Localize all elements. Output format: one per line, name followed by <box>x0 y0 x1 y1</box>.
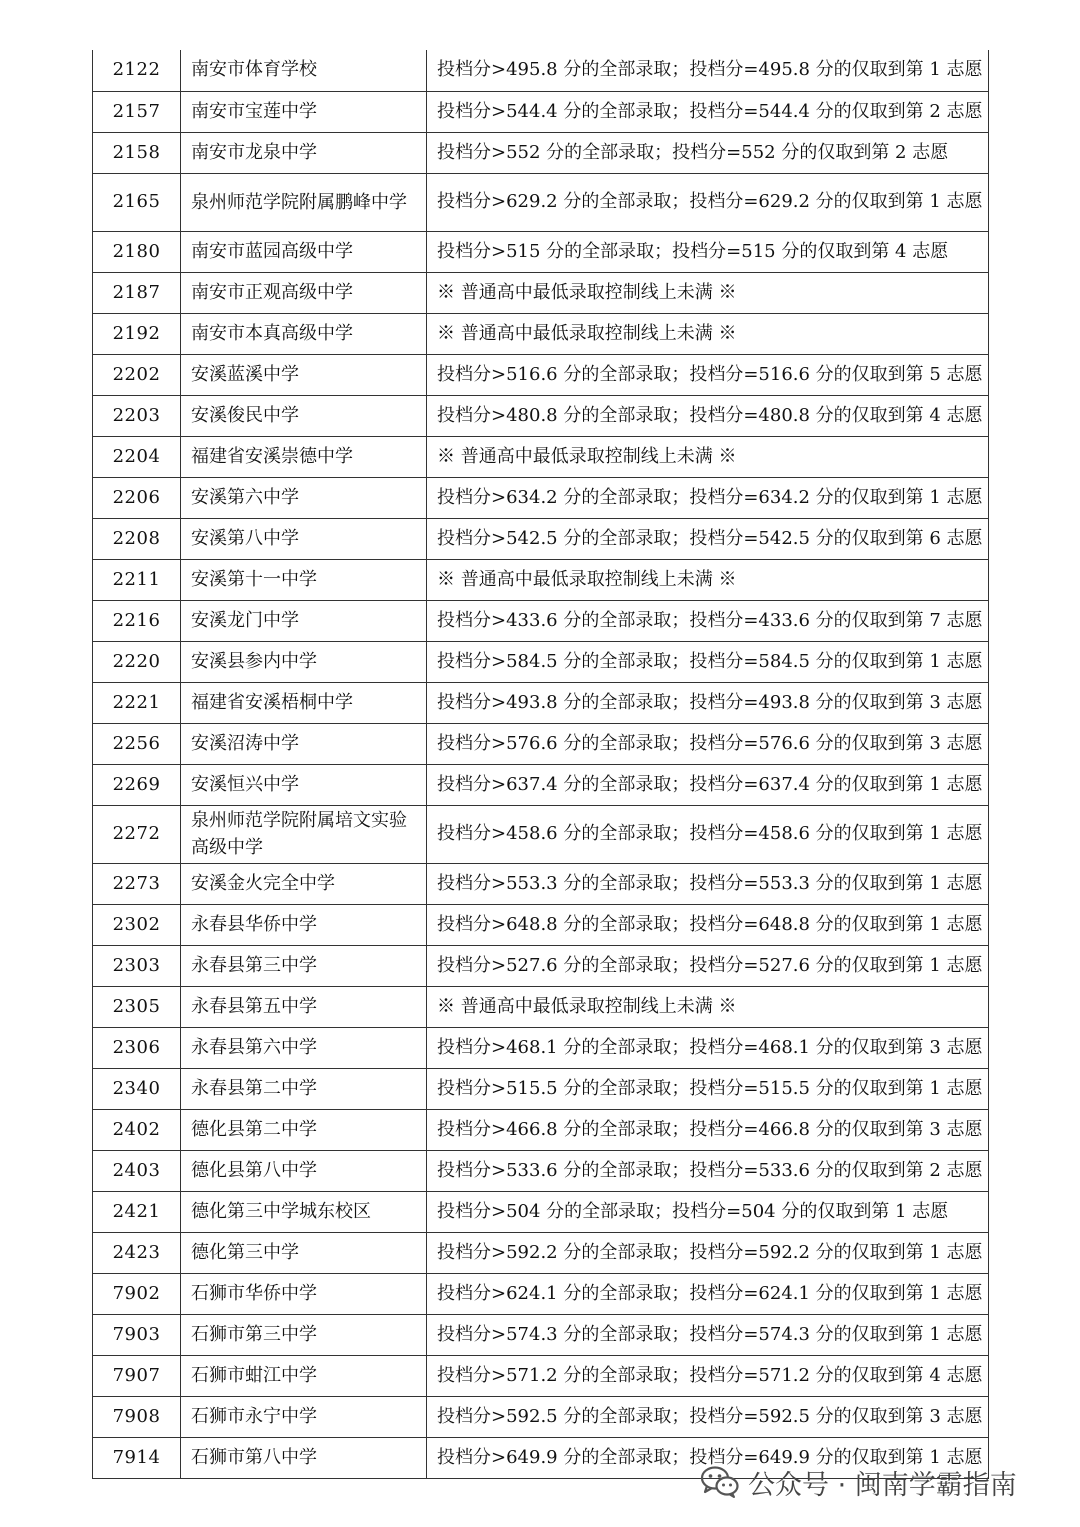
school-name: 南安市本真高级中学 <box>181 313 427 354</box>
school-code: 2208 <box>93 518 181 559</box>
school-code: 7902 <box>93 1273 181 1314</box>
table-row <box>93 91 989 132</box>
admission-rule: 投档分>515.5 分的全部录取；投档分=515.5 分的仅取到第 1 志愿 <box>427 1068 989 1109</box>
school-code: 2211 <box>93 559 181 600</box>
admission-rule: 投档分>629.2 分的全部录取；投档分=629.2 分的仅取到第 1 志愿 <box>427 173 989 231</box>
school-code: 2158 <box>93 132 181 173</box>
school-name: 德化第三中学城东校区 <box>181 1191 427 1232</box>
school-code: 2165 <box>93 173 181 231</box>
school-code: 2421 <box>93 1191 181 1232</box>
table-row <box>93 1109 989 1150</box>
admission-rule: ※ 普通高中最低录取控制线上未满 ※ <box>427 559 989 600</box>
table-row <box>93 723 989 764</box>
school-code: 2203 <box>93 395 181 436</box>
school-code: 2220 <box>93 641 181 682</box>
school-code: 2256 <box>93 723 181 764</box>
admission-rule: 投档分>433.6 分的全部录取；投档分=433.6 分的仅取到第 7 志愿 <box>427 600 989 641</box>
admission-rule: ※ 普通高中最低录取控制线上未满 ※ <box>427 986 989 1027</box>
school-name: 石狮市蚶江中学 <box>181 1355 427 1396</box>
table-row <box>93 764 989 805</box>
school-code: 2402 <box>93 1109 181 1150</box>
admission-rule: 投档分>458.6 分的全部录取；投档分=458.6 分的仅取到第 1 志愿 <box>427 805 989 863</box>
school-code: 2340 <box>93 1068 181 1109</box>
school-name: 南安市宝莲中学 <box>181 91 427 132</box>
school-code: 2272 <box>93 805 181 863</box>
school-code: 2302 <box>93 904 181 945</box>
table-row <box>93 600 989 641</box>
school-name: 安溪龙门中学 <box>181 600 427 641</box>
table-row <box>93 1396 989 1437</box>
admission-rule: 投档分>576.6 分的全部录取；投档分=576.6 分的仅取到第 3 志愿 <box>427 723 989 764</box>
admission-table <box>92 50 989 1479</box>
school-name: 南安市龙泉中学 <box>181 132 427 173</box>
admission-rule: 投档分>468.1 分的全部录取；投档分=468.1 分的仅取到第 3 志愿 <box>427 1027 989 1068</box>
school-code: 2180 <box>93 231 181 272</box>
admission-rule: 投档分>574.3 分的全部录取；投档分=574.3 分的仅取到第 1 志愿 <box>427 1314 989 1355</box>
school-code: 7903 <box>93 1314 181 1355</box>
admission-rule: 投档分>553.3 分的全部录取；投档分=553.3 分的仅取到第 1 志愿 <box>427 863 989 904</box>
school-name: 石狮市华侨中学 <box>181 1273 427 1314</box>
school-name: 永春县第五中学 <box>181 986 427 1027</box>
admission-rule: 投档分>624.1 分的全部录取；投档分=624.1 分的仅取到第 1 志愿 <box>427 1273 989 1314</box>
school-code: 2269 <box>93 764 181 805</box>
table-row <box>93 1150 989 1191</box>
school-name: 德化县第八中学 <box>181 1150 427 1191</box>
school-name: 德化县第二中学 <box>181 1109 427 1150</box>
school-name: 德化第三中学 <box>181 1232 427 1273</box>
table-row <box>93 50 989 91</box>
admission-rule: ※ 普通高中最低录取控制线上未满 ※ <box>427 436 989 477</box>
table-row <box>93 436 989 477</box>
table-row <box>93 1068 989 1109</box>
school-name: 安溪恒兴中学 <box>181 764 427 805</box>
table-row <box>93 395 989 436</box>
school-name: 安溪县参内中学 <box>181 641 427 682</box>
school-code: 2206 <box>93 477 181 518</box>
school-name: 泉州师范学院附属培文实验高级中学 <box>181 805 427 863</box>
table-row <box>93 559 989 600</box>
school-code: 2157 <box>93 91 181 132</box>
admission-rule: 投档分>480.8 分的全部录取；投档分=480.8 分的仅取到第 4 志愿 <box>427 395 989 436</box>
school-code: 7907 <box>93 1355 181 1396</box>
school-name: 石狮市第三中学 <box>181 1314 427 1355</box>
table-row <box>93 945 989 986</box>
admission-rule: 投档分>516.6 分的全部录取；投档分=516.6 分的仅取到第 5 志愿 <box>427 354 989 395</box>
school-name: 南安市蓝园高级中学 <box>181 231 427 272</box>
watermark-text: 公众号 · 闽南学霸指南 <box>748 1469 1017 1501</box>
school-name: 安溪第六中学 <box>181 477 427 518</box>
school-name: 泉州师范学院附属鹏峰中学 <box>181 173 427 231</box>
school-name: 石狮市永宁中学 <box>181 1396 427 1437</box>
admission-rule: 投档分>649.9 分的全部录取；投档分=649.9 分的仅取到第 1 志愿 <box>427 1437 989 1478</box>
admission-rule: 投档分>533.6 分的全部录取；投档分=533.6 分的仅取到第 2 志愿 <box>427 1150 989 1191</box>
school-code: 2202 <box>93 354 181 395</box>
school-name: 永春县第三中学 <box>181 945 427 986</box>
table-row <box>93 272 989 313</box>
admission-rule: 投档分>552 分的全部录取；投档分=552 分的仅取到第 2 志愿 <box>427 132 989 173</box>
school-code: 2273 <box>93 863 181 904</box>
table-row <box>93 641 989 682</box>
school-code: 2306 <box>93 1027 181 1068</box>
table-row <box>93 354 989 395</box>
school-code: 2305 <box>93 986 181 1027</box>
school-name: 南安市体育学校 <box>181 50 427 91</box>
admission-rule: 投档分>542.5 分的全部录取；投档分=542.5 分的仅取到第 6 志愿 <box>427 518 989 559</box>
table-row <box>93 132 989 173</box>
admission-rule: 投档分>634.2 分的全部录取；投档分=634.2 分的仅取到第 1 志愿 <box>427 477 989 518</box>
table-row <box>93 1355 989 1396</box>
table-row <box>93 477 989 518</box>
admission-rule: 投档分>592.5 分的全部录取；投档分=592.5 分的仅取到第 3 志愿 <box>427 1396 989 1437</box>
table-row <box>93 863 989 904</box>
table-row <box>93 1273 989 1314</box>
admission-rule: ※ 普通高中最低录取控制线上未满 ※ <box>427 272 989 313</box>
school-name: 安溪金火完全中学 <box>181 863 427 904</box>
school-code: 2423 <box>93 1232 181 1273</box>
school-name: 福建省安溪崇德中学 <box>181 436 427 477</box>
watermark <box>700 1462 1017 1502</box>
table-row <box>93 1232 989 1273</box>
school-name: 安溪蓝溪中学 <box>181 354 427 395</box>
table-row <box>93 313 989 354</box>
admission-rule: 投档分>493.8 分的全部录取；投档分=493.8 分的仅取到第 3 志愿 <box>427 682 989 723</box>
school-name: 福建省安溪梧桐中学 <box>181 682 427 723</box>
table-row <box>93 173 989 231</box>
admission-rule: 投档分>637.4 分的全部录取；投档分=637.4 分的仅取到第 1 志愿 <box>427 764 989 805</box>
school-name: 永春县华侨中学 <box>181 904 427 945</box>
admission-rule: 投档分>515 分的全部录取；投档分=515 分的仅取到第 4 志愿 <box>427 231 989 272</box>
table-row <box>93 986 989 1027</box>
school-name: 石狮市第八中学 <box>181 1437 427 1478</box>
school-code: 2122 <box>93 50 181 91</box>
wechat-icon <box>700 1465 740 1499</box>
admission-rule: 投档分>592.2 分的全部录取；投档分=592.2 分的仅取到第 1 志愿 <box>427 1232 989 1273</box>
table-row <box>93 904 989 945</box>
school-code: 2187 <box>93 272 181 313</box>
admission-rule: 投档分>544.4 分的全部录取；投档分=544.4 分的仅取到第 2 志愿 <box>427 91 989 132</box>
school-code: 2221 <box>93 682 181 723</box>
school-name: 南安市正观高级中学 <box>181 272 427 313</box>
table-row <box>93 518 989 559</box>
school-code: 2303 <box>93 945 181 986</box>
table-row <box>93 1314 989 1355</box>
table-row <box>93 805 989 863</box>
school-code: 7908 <box>93 1396 181 1437</box>
school-name: 安溪沼涛中学 <box>181 723 427 764</box>
admission-rule: 投档分>584.5 分的全部录取；投档分=584.5 分的仅取到第 1 志愿 <box>427 641 989 682</box>
school-name: 安溪俊民中学 <box>181 395 427 436</box>
school-name: 永春县第六中学 <box>181 1027 427 1068</box>
admission-rule: 投档分>571.2 分的全部录取；投档分=571.2 分的仅取到第 4 志愿 <box>427 1355 989 1396</box>
school-code: 2403 <box>93 1150 181 1191</box>
table-row <box>93 1191 989 1232</box>
school-code: 7914 <box>93 1437 181 1478</box>
school-name: 安溪第八中学 <box>181 518 427 559</box>
admission-rule: 投档分>648.8 分的全部录取；投档分=648.8 分的仅取到第 1 志愿 <box>427 904 989 945</box>
school-code: 2192 <box>93 313 181 354</box>
admission-table-body <box>93 50 989 1478</box>
admission-rule: 投档分>504 分的全部录取；投档分=504 分的仅取到第 1 志愿 <box>427 1191 989 1232</box>
admission-rule: 投档分>466.8 分的全部录取；投档分=466.8 分的仅取到第 3 志愿 <box>427 1109 989 1150</box>
admission-rule: ※ 普通高中最低录取控制线上未满 ※ <box>427 313 989 354</box>
school-code: 2216 <box>93 600 181 641</box>
table-row <box>93 231 989 272</box>
admission-rule: 投档分>527.6 分的全部录取；投档分=527.6 分的仅取到第 1 志愿 <box>427 945 989 986</box>
table-row <box>93 682 989 723</box>
school-name: 永春县第二中学 <box>181 1068 427 1109</box>
table-row <box>93 1027 989 1068</box>
school-name: 安溪第十一中学 <box>181 559 427 600</box>
admission-rule: 投档分>495.8 分的全部录取；投档分=495.8 分的仅取到第 1 志愿 <box>427 50 989 91</box>
school-code: 2204 <box>93 436 181 477</box>
admission-table-sheet <box>92 50 988 1479</box>
